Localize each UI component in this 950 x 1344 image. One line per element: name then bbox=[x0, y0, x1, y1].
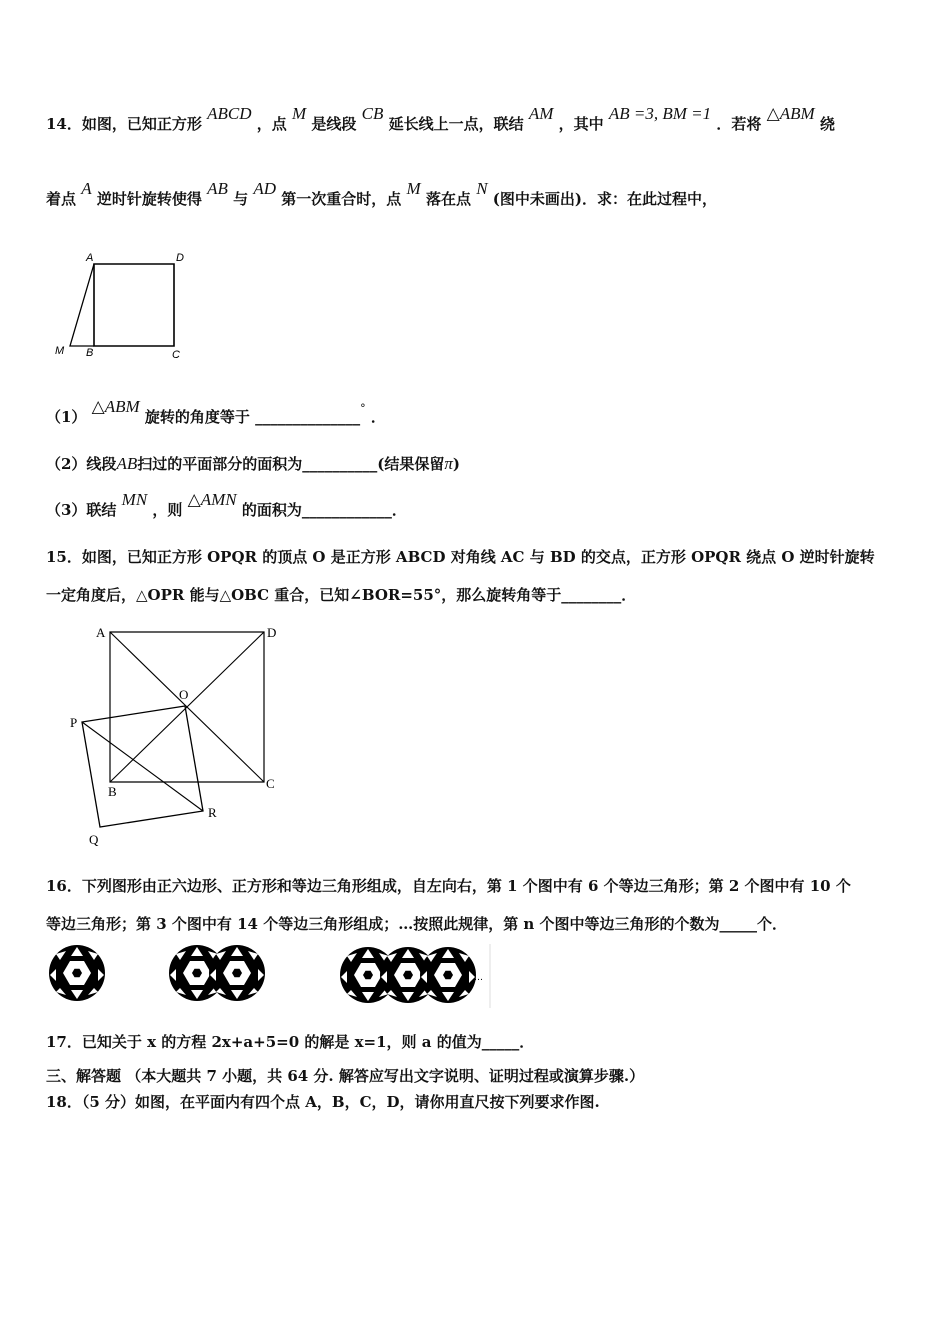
degree-sign: ° bbox=[360, 402, 366, 415]
q14-text: (图中未画出)．求：在此过程中， bbox=[492, 190, 717, 208]
label-d: D bbox=[267, 625, 277, 640]
math-ad: AD bbox=[253, 179, 277, 198]
q17: 17．已知关于 x 的方程 2x+a+5=0 的解是 x=1，则 a 的值为_____． bbox=[46, 1033, 535, 1051]
section-3-header: 三、解答题 （本大题共 7 小题，共 64 分. 解答应写出文字说明、证明过程或演算步骤.） bbox=[46, 1067, 645, 1085]
q14-text: （1） bbox=[46, 408, 87, 426]
q14-text: 落在点 bbox=[425, 190, 471, 208]
label-c: C bbox=[266, 776, 275, 791]
q14-text: （3）联结 bbox=[46, 501, 117, 519]
math-a: A bbox=[81, 179, 92, 198]
label-b: B bbox=[86, 347, 94, 359]
q14-text: 扫过的平面部分的面积为__________(结果保留 bbox=[137, 455, 445, 473]
math-m: M bbox=[406, 179, 421, 198]
q14-text: 的面积为____________． bbox=[241, 501, 407, 519]
segment-am-mb bbox=[70, 264, 94, 346]
label-r: R bbox=[208, 805, 217, 820]
math-triangle-amn: △AMN bbox=[187, 490, 237, 509]
q15-line1: 15．如图，已知正方形 OPQR 的顶点 O 是正方形 ABCD 对角线 AC 与 BD 的交点，正方形 OPQR 绕点 O 逆时针旋转 bbox=[46, 548, 875, 566]
math-ab: AB bbox=[116, 454, 138, 473]
label-c: C bbox=[172, 349, 180, 361]
q14-text: ，则 bbox=[152, 501, 183, 519]
q15-figure bbox=[60, 622, 290, 852]
label-m: M bbox=[55, 345, 65, 357]
math-abcd: ABCD bbox=[207, 104, 252, 123]
q14-part1 bbox=[46, 397, 386, 429]
q14-text: 着点 bbox=[46, 190, 77, 208]
q14-text: 第一次重合时，点 bbox=[281, 190, 402, 208]
math-am: AM bbox=[528, 104, 554, 123]
label-d: D bbox=[176, 252, 184, 264]
math-ab: AB bbox=[207, 179, 228, 198]
q14-text: 延长线上一点，联结 bbox=[388, 115, 524, 133]
q14-text: 是线段 bbox=[311, 115, 357, 133]
label-a: A bbox=[96, 625, 106, 640]
q16-pattern-figures bbox=[44, 944, 494, 1008]
math-cb: CB bbox=[361, 104, 384, 123]
q16-line1: 16．下列图形由正六边形、正方形和等边三角形组成，自左向右，第 1 个图中有 6 个等边三角形；第 2 个图中有 10 个 bbox=[46, 877, 851, 895]
q14-text: 绕 bbox=[819, 115, 835, 133]
q14-line1 bbox=[46, 104, 835, 134]
pattern-3-cell bbox=[420, 947, 476, 1003]
label-o: O bbox=[179, 687, 189, 702]
pattern-2-cell bbox=[209, 945, 265, 1001]
math-ab-bm: AB =3, BM =1 bbox=[608, 104, 712, 123]
q14-text: 逆时针旋转使得 bbox=[96, 190, 202, 208]
q14-text: ． bbox=[370, 408, 386, 426]
q14-text: 旋转的角度等于 ______________ bbox=[144, 408, 361, 426]
q16-line2: 等边三角形；第 3 个图中有 14 个等边三角形组成；…按照此规律，第 n 个图中等边三角形的个数为_____个． bbox=[46, 915, 788, 933]
q14-text: ) bbox=[452, 455, 460, 473]
q15-line2: 一定角度后，△OPR 能与△OBC 重合，已知∠BOR=55°，那么旋转角等于________． bbox=[46, 586, 637, 604]
q14-text: ，其中 bbox=[558, 115, 604, 133]
q14-text: 与 bbox=[233, 190, 249, 208]
pattern-ellipsis: … bbox=[474, 973, 483, 983]
square-abcd bbox=[94, 264, 174, 346]
q14-part2 bbox=[46, 454, 460, 474]
diagonal-pr bbox=[82, 722, 203, 811]
math-n: N bbox=[476, 179, 488, 198]
q14-figure bbox=[50, 250, 200, 365]
math-m: M bbox=[291, 104, 307, 123]
label-q: Q bbox=[89, 832, 99, 847]
q14-text: ．若将 bbox=[716, 115, 762, 133]
math-triangle-abm: △ABM bbox=[766, 104, 815, 123]
q14-part3 bbox=[46, 490, 407, 520]
q14-text: 14．如图，已知正方形 bbox=[46, 115, 202, 133]
math-mn: MN bbox=[121, 490, 148, 509]
math-pi: π bbox=[444, 454, 453, 473]
math-triangle-abm: △ABM bbox=[91, 397, 140, 416]
q14-line2 bbox=[46, 179, 717, 209]
q14-text: ，点 bbox=[256, 115, 287, 133]
label-p: P bbox=[70, 715, 78, 730]
q14-text: （2）线段 bbox=[46, 455, 117, 473]
q18: 18．（5 分）如图，在平面内有四个点 A，B，C，D，请你用直尺按下列要求作图. bbox=[46, 1093, 600, 1111]
label-a: A bbox=[86, 252, 94, 264]
pattern-1-cell bbox=[49, 945, 105, 1001]
label-b: B bbox=[108, 784, 117, 799]
